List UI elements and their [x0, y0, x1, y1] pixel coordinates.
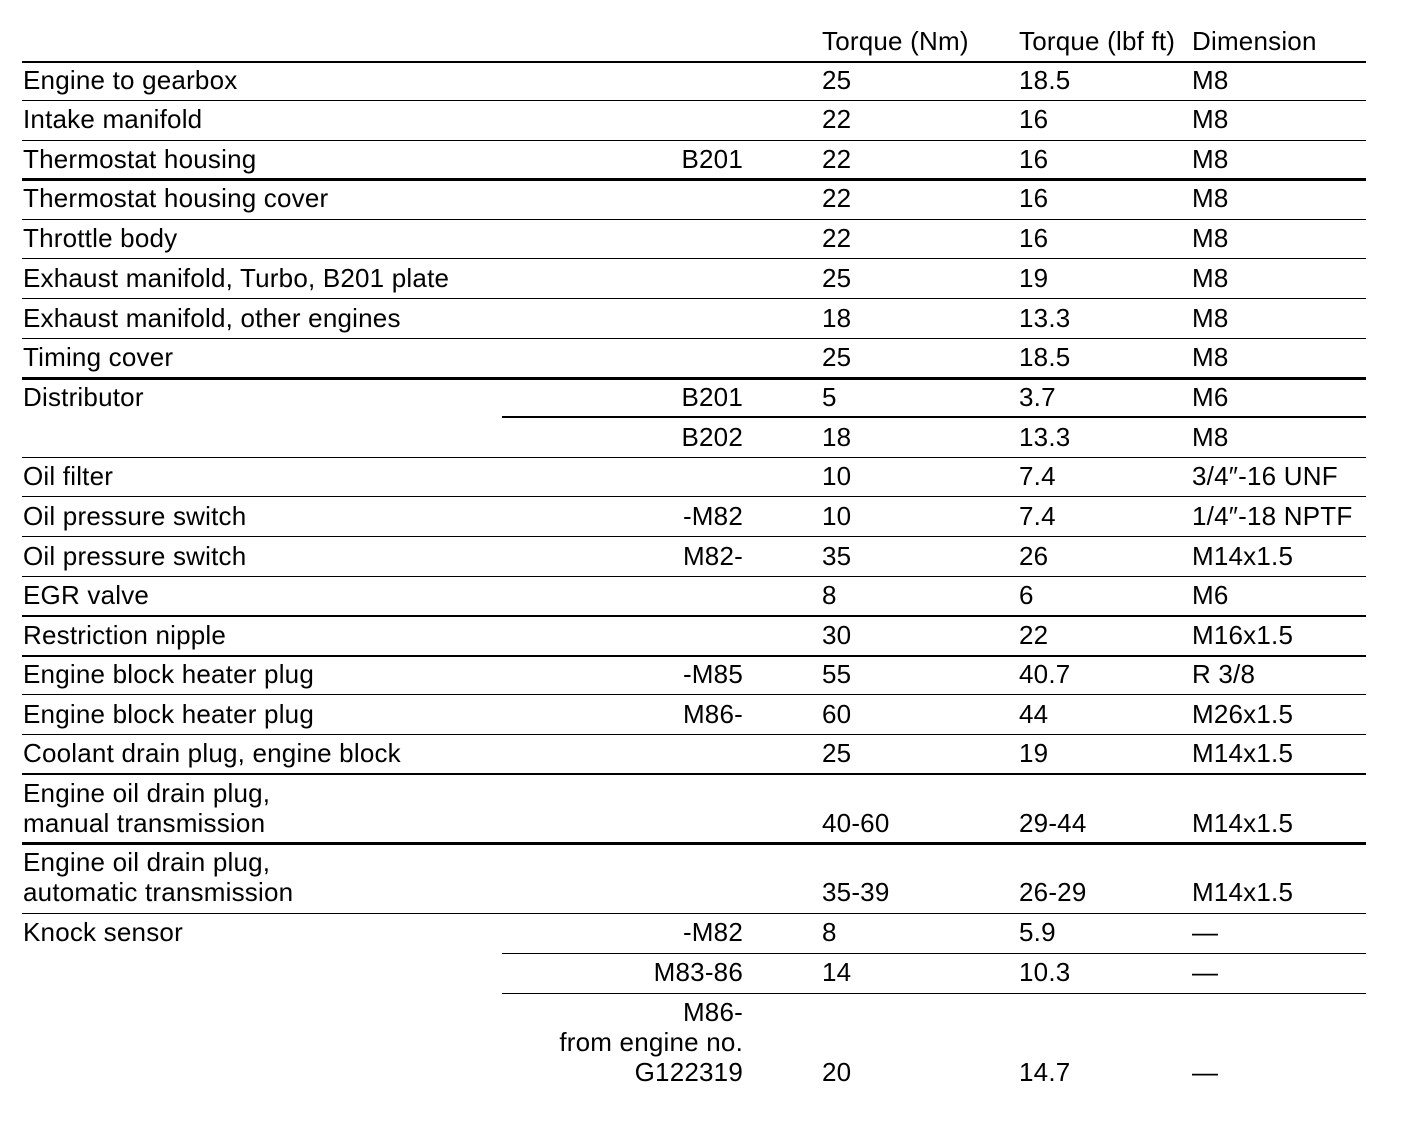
row-dimension: M8: [1192, 65, 1229, 95]
row-torque-nm: 18: [822, 422, 852, 452]
row-dimension: M8: [1192, 183, 1229, 213]
row-torque-lbf: 16: [1019, 183, 1049, 213]
row-variant: B202: [681, 422, 743, 452]
row-torque-nm: 35: [822, 541, 852, 571]
row-torque-nm: 25: [822, 342, 852, 372]
row-variant: -M82: [682, 501, 743, 531]
row-divider: [22, 913, 1366, 914]
row-dimension: M14x1.5: [1192, 541, 1294, 571]
row-torque-nm: 5: [822, 382, 837, 412]
header-torque-nm: Torque (Nm): [822, 26, 969, 56]
row-torque-nm: 14: [822, 957, 852, 987]
row-divider: [22, 258, 1366, 259]
row-torque-lbf: 14.7: [1019, 1057, 1071, 1087]
row-torque-nm: 10: [822, 461, 852, 491]
row-item: Exhaust manifold, other engines: [23, 303, 401, 333]
row-dimension: 3/4″-16 UNF: [1192, 461, 1338, 491]
row-item: Coolant drain plug, engine block: [23, 738, 401, 768]
row-variant: M86-: [682, 699, 743, 729]
row-torque-nm: 35-39: [822, 877, 890, 907]
row-dimension: M8: [1192, 223, 1229, 253]
row-dimension: M26x1.5: [1192, 699, 1294, 729]
row-item: Engine block heater plug: [23, 699, 315, 729]
row-dimension: M8: [1192, 303, 1229, 333]
row-torque-nm: 18: [822, 303, 852, 333]
row-torque-lbf: 26: [1019, 541, 1049, 571]
row-dimension: M14x1.5: [1192, 877, 1294, 907]
row-torque-lbf: 19: [1019, 738, 1049, 768]
row-item: Knock sensor: [23, 917, 183, 947]
row-item: Thermostat housing: [23, 144, 257, 174]
row-dimension: —: [1192, 957, 1219, 987]
row-divider: [22, 576, 1366, 577]
row-divider: [22, 496, 1366, 497]
row-item: Distributor: [23, 382, 144, 412]
row-torque-lbf: 22: [1019, 620, 1049, 650]
row-torque-lbf: 26-29: [1019, 877, 1087, 907]
row-item: Intake manifold: [23, 104, 203, 134]
row-torque-nm: 55: [822, 659, 852, 689]
row-dimension: M8: [1192, 422, 1229, 452]
row-divider: [22, 377, 1366, 380]
row-torque-lbf: 13.3: [1019, 303, 1071, 333]
row-item: Oil pressure switch: [23, 501, 247, 531]
row-torque-nm: 22: [822, 223, 852, 253]
row-divider: [22, 734, 1366, 735]
row-torque-lbf: 16: [1019, 223, 1049, 253]
row-torque-nm: 60: [822, 699, 852, 729]
row-divider: [22, 100, 1366, 101]
row-item: Throttle body: [23, 223, 178, 253]
row-divider: [22, 842, 1366, 845]
row-torque-lbf: 18.5: [1019, 342, 1071, 372]
row-item: Engine oil drain plug, manual transmission: [23, 778, 271, 838]
row-divider: [502, 416, 1366, 418]
row-torque-lbf: 44: [1019, 699, 1049, 729]
row-divider: [22, 298, 1366, 299]
row-item: EGR valve: [23, 580, 150, 610]
row-item: Oil pressure switch: [23, 541, 247, 571]
row-torque-lbf: 6: [1019, 580, 1034, 610]
row-divider: [22, 655, 1366, 657]
row-dimension: —: [1192, 917, 1219, 947]
row-divider: [22, 536, 1366, 537]
row-divider: [502, 993, 1366, 994]
row-torque-lbf: 10.3: [1019, 957, 1071, 987]
row-torque-nm: 22: [822, 183, 852, 213]
row-torque-nm: 25: [822, 263, 852, 293]
row-divider: [22, 773, 1366, 775]
row-torque-nm: 40-60: [822, 808, 890, 838]
row-item: Engine oil drain plug, automatic transmission: [23, 847, 294, 907]
row-torque-lbf: 18.5: [1019, 65, 1071, 95]
row-torque-nm: 22: [822, 144, 852, 174]
row-dimension: M14x1.5: [1192, 738, 1294, 768]
row-torque-nm: 25: [822, 738, 852, 768]
row-item: Thermostat housing cover: [23, 183, 329, 213]
row-dimension: M8: [1192, 342, 1229, 372]
row-torque-lbf: 16: [1019, 104, 1049, 134]
row-torque-nm: 8: [822, 917, 837, 947]
row-item: Oil filter: [23, 461, 114, 491]
row-torque-lbf: 3.7: [1019, 382, 1056, 412]
row-torque-lbf: 29-44: [1019, 808, 1087, 838]
row-torque-nm: 25: [822, 65, 852, 95]
row-torque-nm: 10: [822, 501, 852, 531]
row-item: Exhaust manifold, Turbo, B201 plate: [23, 263, 450, 293]
row-variant: -M85: [682, 659, 743, 689]
row-torque-nm: 30: [822, 620, 852, 650]
row-divider: [22, 694, 1366, 695]
row-variant: M83-86: [653, 957, 743, 987]
row-divider: [22, 615, 1366, 617]
row-divider: [502, 953, 1366, 954]
row-item: Engine to gearbox: [23, 65, 238, 95]
row-divider: [22, 457, 1366, 458]
row-divider: [22, 178, 1366, 181]
row-dimension: —: [1192, 1057, 1219, 1087]
row-torque-nm: 22: [822, 104, 852, 134]
row-divider: [22, 61, 1366, 63]
row-dimension: M6: [1192, 580, 1229, 610]
row-dimension: M8: [1192, 144, 1229, 174]
row-dimension: M8: [1192, 263, 1229, 293]
row-variant: B201: [681, 382, 743, 412]
row-torque-lbf: 13.3: [1019, 422, 1071, 452]
row-dimension: R 3/8: [1192, 659, 1256, 689]
row-item: Engine block heater plug: [23, 659, 315, 689]
row-torque-lbf: 7.4: [1019, 461, 1056, 491]
row-dimension: 1/4″-18 NPTF: [1192, 501, 1353, 531]
row-torque-lbf: 16: [1019, 144, 1049, 174]
row-item: Restriction nipple: [23, 620, 227, 650]
row-dimension: M14x1.5: [1192, 808, 1294, 838]
row-torque-lbf: 5.9: [1019, 917, 1056, 947]
row-divider: [22, 338, 1366, 339]
row-torque-lbf: 40.7: [1019, 659, 1071, 689]
row-dimension: M8: [1192, 104, 1229, 134]
row-variant: B201: [681, 144, 743, 174]
row-torque-nm: 20: [822, 1057, 852, 1087]
row-dimension: M6: [1192, 382, 1229, 412]
row-dimension: M16x1.5: [1192, 620, 1294, 650]
row-item: Timing cover: [23, 342, 174, 372]
row-divider: [22, 219, 1366, 220]
row-torque-lbf: 7.4: [1019, 501, 1056, 531]
row-divider: [22, 140, 1366, 141]
header-dimension: Dimension: [1192, 26, 1317, 56]
row-variant: M82-: [682, 541, 743, 571]
header-torque-lbf: Torque (lbf ft): [1019, 26, 1176, 56]
row-torque-nm: 8: [822, 580, 837, 610]
row-variant: M86- from engine no. G122319: [559, 997, 743, 1087]
row-torque-lbf: 19: [1019, 263, 1049, 293]
row-variant: -M82: [682, 917, 743, 947]
